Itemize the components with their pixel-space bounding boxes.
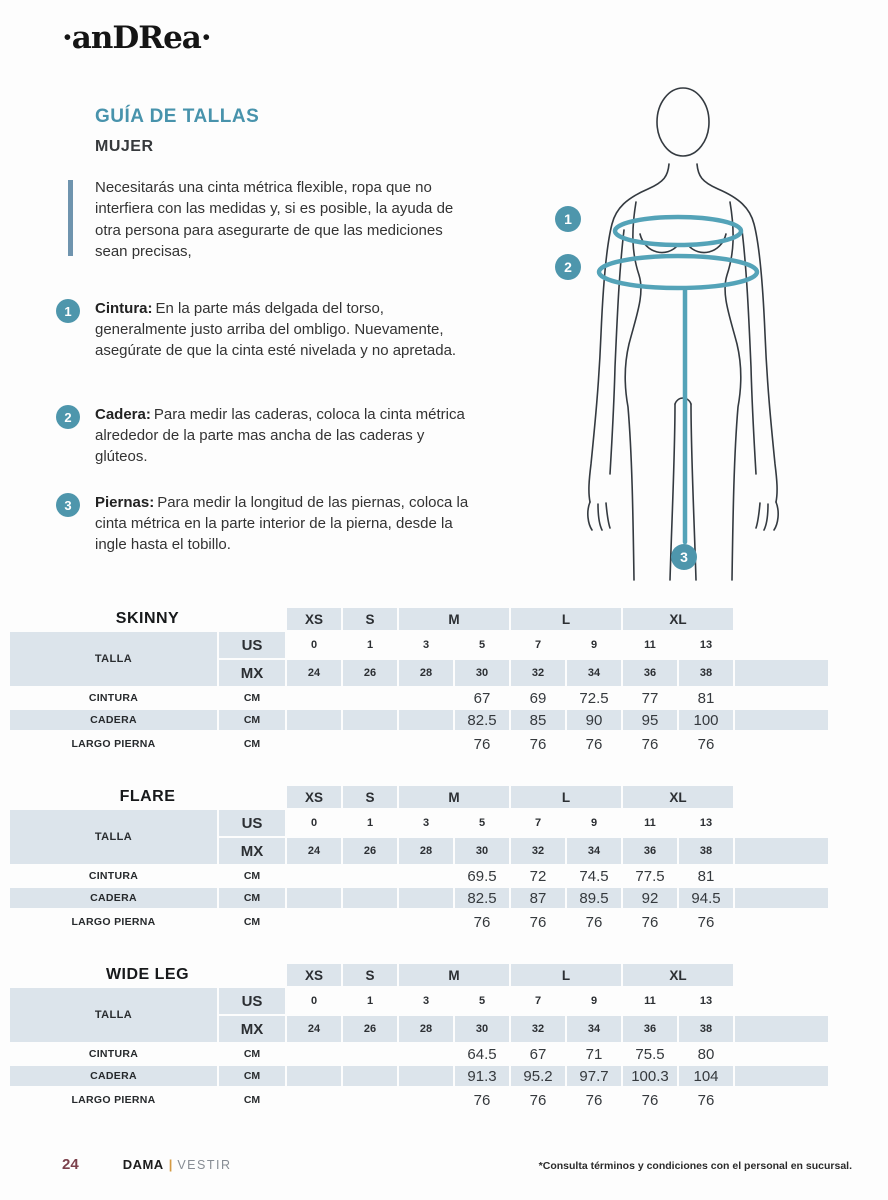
mx-size-cell: 34	[567, 1016, 621, 1042]
mx-size-cell: 24	[287, 660, 341, 686]
measure-value-cell	[399, 866, 453, 886]
us-size-cell: 7	[534, 995, 542, 1007]
measure-value-cell	[287, 1066, 341, 1086]
us-size-cell: 5	[478, 995, 486, 1007]
unit-label: CM	[243, 738, 261, 750]
page-title: GUÍA DE TALLAS	[95, 106, 260, 127]
hip-tape-line	[599, 256, 757, 288]
measure-row-label: CINTURA	[88, 692, 139, 704]
measure-value-cell: 90	[567, 710, 621, 730]
size-group-header: S	[343, 964, 397, 986]
measure-value-cell	[287, 732, 341, 756]
unit-label: CM	[243, 870, 261, 882]
measure-value-cell	[287, 688, 341, 708]
mx-row-header: MX	[219, 838, 285, 864]
measure-value-cell: 72	[529, 867, 547, 885]
step-description: En la parte más delgada del torso, generalmente justo arriba del ombligo. Nuevamente, asegúrate de que la cinta esté nivelada y no apretada.	[95, 300, 457, 359]
us-size-cell: 3	[422, 639, 430, 651]
mx-size-cell: 26	[343, 838, 397, 864]
measure-row-label: CADERA	[10, 1066, 217, 1086]
us-size-cell: 0	[310, 995, 318, 1007]
size-table-flare	[10, 786, 828, 934]
us-size-cell: 7	[534, 639, 542, 651]
size-group-header: XL	[623, 608, 733, 630]
footer-section: DAMA	[122, 1157, 164, 1172]
measure-value-cell: 80	[697, 1045, 715, 1063]
size-group-header: XL	[623, 786, 733, 808]
measure-value-cell: 77	[641, 689, 659, 707]
step-text	[95, 298, 473, 361]
measure-value-cell: 76	[697, 913, 715, 931]
mx-size-cell: 32	[511, 660, 565, 686]
us-row-header: US	[219, 988, 285, 1014]
footer-disclaimer: *Consulta términos y condiciones con el personal en sucursal.	[538, 1160, 852, 1172]
figure-marker-2: 2	[555, 254, 581, 280]
unit-label: CM	[243, 916, 261, 928]
mx-size-cell: 38	[679, 660, 733, 686]
us-size-cell: 13	[699, 639, 713, 651]
mx-size-cell: 28	[399, 838, 453, 864]
measure-value-cell: 97.7	[567, 1066, 621, 1086]
measure-row-label: LARGO PIERNA	[71, 738, 156, 750]
step-text	[95, 404, 473, 467]
unit-label: CM	[243, 1094, 261, 1106]
mx-size-cell: 30	[455, 838, 509, 864]
measure-row-label: CINTURA	[88, 1048, 139, 1060]
andrea-logo: ·anDRea·	[62, 20, 211, 56]
size-group-header: L	[511, 786, 621, 808]
talla-header: TALLA	[10, 810, 217, 864]
size-group-header: M	[399, 786, 509, 808]
size-group-header: S	[343, 786, 397, 808]
us-size-cell: 1	[366, 995, 374, 1007]
measure-value-cell: 76	[697, 735, 715, 753]
us-size-cell: 3	[422, 995, 430, 1007]
page-footer	[0, 1156, 888, 1173]
step-description: Para medir las caderas, coloca la cinta métrica alrededor de la parte mas ancha de las caderas y glúteos.	[95, 406, 465, 465]
unit-label: CM	[243, 1048, 261, 1060]
measure-value-cell: 72.5	[579, 689, 609, 707]
measure-value-cell	[399, 910, 453, 934]
measure-value-cell	[343, 888, 397, 908]
measure-value-cell: 67	[529, 1045, 547, 1063]
measure-value-cell: 76	[529, 735, 547, 753]
step-number-badge: 2	[56, 405, 80, 429]
step-piernas	[56, 492, 476, 555]
mx-size-cell: 26	[343, 660, 397, 686]
footer-separator: |	[168, 1157, 173, 1172]
measure-value-cell	[399, 732, 453, 756]
size-group-header: S	[343, 608, 397, 630]
measure-value-cell: 74.5	[579, 867, 609, 885]
step-number-badge: 3	[56, 493, 80, 517]
step-label: Cintura:	[95, 300, 153, 317]
unit-label: CM	[219, 888, 285, 908]
step-label: Cadera:	[95, 406, 151, 423]
step-label: Piernas:	[95, 494, 155, 511]
mx-size-cell: 34	[567, 660, 621, 686]
intro-accent-bar	[68, 180, 73, 256]
measure-value-cell	[287, 888, 341, 908]
measure-value-cell: 76	[473, 735, 491, 753]
unit-label: CM	[219, 710, 285, 730]
talla-header: TALLA	[10, 632, 217, 686]
us-size-cell: 0	[310, 639, 318, 651]
row-filler	[735, 710, 828, 730]
row-filler	[735, 838, 828, 864]
size-group-header: XS	[287, 608, 341, 630]
mx-size-cell: 36	[623, 660, 677, 686]
measure-value-cell: 94.5	[679, 888, 733, 908]
table-title: SKINNY	[115, 610, 180, 627]
measure-value-cell: 85	[511, 710, 565, 730]
measure-value-cell	[287, 1088, 341, 1112]
mx-row-header: MX	[219, 660, 285, 686]
measure-value-cell	[343, 732, 397, 756]
us-size-cell: 9	[590, 639, 598, 651]
measure-value-cell: 87	[511, 888, 565, 908]
mx-size-cell: 36	[623, 838, 677, 864]
measure-value-cell: 89.5	[567, 888, 621, 908]
measure-value-cell: 76	[473, 1091, 491, 1109]
us-size-cell: 5	[478, 817, 486, 829]
measure-value-cell	[399, 1044, 453, 1064]
unit-label: CM	[219, 1066, 285, 1086]
figure-marker-1: 1	[555, 206, 581, 232]
step-text	[95, 492, 473, 555]
us-size-cell: 9	[590, 995, 598, 1007]
measure-value-cell: 100.3	[623, 1066, 677, 1086]
mx-size-cell: 30	[455, 660, 509, 686]
measure-value-cell	[287, 866, 341, 886]
measure-value-cell: 100	[679, 710, 733, 730]
measure-value-cell: 92	[623, 888, 677, 908]
measure-value-cell: 82.5	[455, 710, 509, 730]
measure-row-label: LARGO PIERNA	[71, 1094, 156, 1106]
measure-value-cell: 71	[585, 1045, 603, 1063]
size-group-header: XS	[287, 964, 341, 986]
mx-size-cell: 28	[399, 1016, 453, 1042]
size-group-header: XS	[287, 786, 341, 808]
talla-header: TALLA	[10, 988, 217, 1042]
measure-value-cell	[343, 866, 397, 886]
mx-size-cell: 28	[399, 660, 453, 686]
measure-value-cell: 95	[623, 710, 677, 730]
measure-value-cell	[343, 910, 397, 934]
measure-value-cell	[399, 1088, 453, 1112]
measure-value-cell	[343, 1066, 397, 1086]
row-filler	[735, 888, 828, 908]
step-cadera	[56, 404, 476, 467]
measure-value-cell	[399, 710, 453, 730]
us-size-cell: 0	[310, 817, 318, 829]
mx-row-header: MX	[219, 1016, 285, 1042]
measure-value-cell	[287, 1044, 341, 1064]
us-size-cell: 9	[590, 817, 598, 829]
us-size-cell: 5	[478, 639, 486, 651]
us-size-cell: 11	[644, 995, 656, 1007]
measure-row-label: CINTURA	[88, 870, 139, 882]
us-size-cell: 13	[699, 817, 713, 829]
measure-value-cell: 75.5	[635, 1045, 665, 1063]
measure-value-cell: 76	[641, 1091, 659, 1109]
size-table-wide-leg	[10, 964, 828, 1112]
measure-value-cell	[399, 1066, 453, 1086]
table-title: FLARE	[119, 788, 176, 805]
measure-value-cell: 77.5	[635, 867, 665, 885]
intro-text: Necesitarás una cinta métrica flexible, ropa que no interfiera con las medidas y, si es posible, la ayuda de otra persona para asegurarte de que las mediciones sean precisas,	[95, 179, 454, 260]
mx-size-cell: 24	[287, 838, 341, 864]
measure-value-cell: 64.5	[467, 1045, 497, 1063]
row-filler	[735, 1066, 828, 1086]
measure-value-cell: 69	[529, 689, 547, 707]
intro-block	[68, 177, 468, 262]
us-size-cell: 7	[534, 817, 542, 829]
us-size-cell: 13	[699, 995, 713, 1007]
us-size-cell: 11	[644, 817, 656, 829]
mx-size-cell: 34	[567, 838, 621, 864]
measure-value-cell	[399, 688, 453, 708]
measure-value-cell	[343, 1088, 397, 1112]
row-filler	[735, 660, 828, 686]
measure-value-cell: 76	[641, 735, 659, 753]
mx-size-cell: 38	[679, 1016, 733, 1042]
measure-value-cell	[343, 710, 397, 730]
measure-value-cell: 76	[473, 913, 491, 931]
us-size-cell: 1	[366, 639, 374, 651]
measure-row-label: LARGO PIERNA	[71, 916, 156, 928]
page-subtitle: MUJER	[95, 138, 154, 155]
measure-value-cell: 67	[473, 689, 491, 707]
us-size-cell: 1	[366, 817, 374, 829]
measure-value-cell	[343, 688, 397, 708]
measure-value-cell	[287, 710, 341, 730]
table-title: WIDE LEG	[105, 966, 190, 983]
measure-value-cell: 76	[641, 913, 659, 931]
footer-left	[62, 1156, 231, 1173]
measure-value-cell: 104	[679, 1066, 733, 1086]
measure-value-cell: 76	[529, 1091, 547, 1109]
measure-value-cell: 76	[529, 913, 547, 931]
mx-size-cell: 24	[287, 1016, 341, 1042]
measure-row-label: CADERA	[10, 888, 217, 908]
mx-size-cell: 32	[511, 1016, 565, 1042]
measure-value-cell	[399, 888, 453, 908]
size-table-skinny	[10, 608, 828, 756]
measure-value-cell: 76	[585, 1091, 603, 1109]
size-group-header: L	[511, 964, 621, 986]
mx-size-cell: 26	[343, 1016, 397, 1042]
measure-value-cell: 81	[697, 689, 715, 707]
page-number: 24	[62, 1156, 79, 1173]
measure-value-cell	[343, 1044, 397, 1064]
measure-row-label: CADERA	[10, 710, 217, 730]
us-size-cell: 3	[422, 817, 430, 829]
size-group-header: M	[399, 608, 509, 630]
size-group-header: L	[511, 608, 621, 630]
measure-value-cell: 76	[585, 913, 603, 931]
mx-size-cell: 36	[623, 1016, 677, 1042]
footer-subsection: VESTIR	[177, 1158, 232, 1172]
body-figure-illustration	[528, 82, 878, 582]
unit-label: CM	[243, 692, 261, 704]
us-size-cell: 11	[644, 639, 656, 651]
mx-size-cell: 32	[511, 838, 565, 864]
measure-value-cell: 82.5	[455, 888, 509, 908]
measure-value-cell: 95.2	[511, 1066, 565, 1086]
mx-size-cell: 30	[455, 1016, 509, 1042]
step-cintura	[56, 298, 476, 361]
measure-value-cell: 91.3	[455, 1066, 509, 1086]
us-row-header: US	[219, 632, 285, 658]
measure-value-cell	[287, 910, 341, 934]
size-group-header: M	[399, 964, 509, 986]
mx-size-cell: 38	[679, 838, 733, 864]
measure-value-cell: 76	[697, 1091, 715, 1109]
row-filler	[735, 1016, 828, 1042]
size-group-header: XL	[623, 964, 733, 986]
us-row-header: US	[219, 810, 285, 836]
figure-marker-3: 3	[671, 544, 697, 570]
step-description: Para medir la longitud de las piernas, coloca la cinta métrica en la parte interior de la pierna, desde la ingle hasta el tobillo.	[95, 494, 469, 553]
measure-value-cell: 81	[697, 867, 715, 885]
measure-value-cell: 76	[585, 735, 603, 753]
measure-value-cell: 69.5	[467, 867, 497, 885]
step-number-badge: 1	[56, 299, 80, 323]
